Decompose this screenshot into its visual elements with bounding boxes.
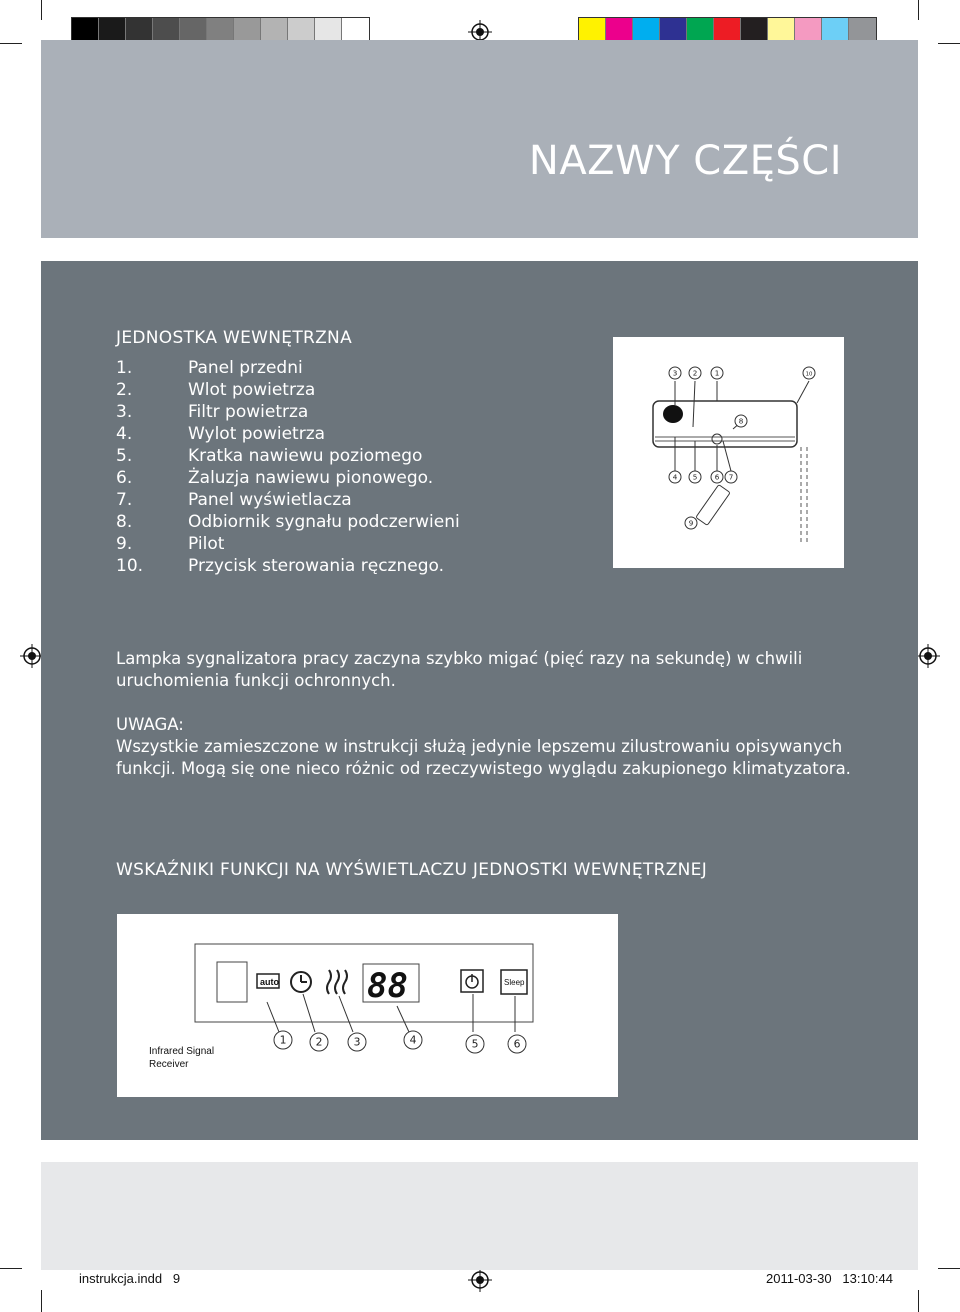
list-item-label: Żaluzja nawiewu pionowego. xyxy=(188,468,434,488)
callout-number: 2 xyxy=(692,368,698,378)
list-item-label: Filtr powietrza xyxy=(188,402,309,422)
list-item xyxy=(116,379,460,401)
auto-label: auto xyxy=(260,977,279,987)
list-item-label: Panel przedni xyxy=(188,358,303,378)
callout-number: 1 xyxy=(279,1033,287,1047)
indoor-unit-diagram xyxy=(613,337,844,568)
list-item-number: 2. xyxy=(116,380,133,400)
callout-number: 9 xyxy=(688,518,694,528)
list-item-label: Przycisk sterowania ręcznego. xyxy=(188,556,444,576)
temperature-digits: 88 xyxy=(367,966,408,1006)
list-item-number: 1. xyxy=(116,358,133,378)
list-item-label: Pilot xyxy=(188,534,225,554)
sleep-label: Sleep xyxy=(504,978,525,987)
list-item xyxy=(116,423,460,445)
list-item-label: Kratka nawiewu poziomego xyxy=(188,446,423,466)
callout-number: 3 xyxy=(353,1035,361,1049)
list-item xyxy=(116,489,460,511)
crop-mark xyxy=(41,0,42,20)
list-item-number: 8. xyxy=(116,512,133,532)
crop-mark xyxy=(0,43,22,44)
list-item-label: Odbiornik sygnału podczerwieni xyxy=(188,512,460,532)
page-title: NAZWY CZĘŚCI xyxy=(528,138,842,184)
footer-band xyxy=(41,1162,918,1270)
indoor-unit-heading: JEDNOSTKA WEWNĘTRZNA xyxy=(116,328,353,348)
callout-number: 5 xyxy=(471,1037,479,1051)
warning-text: Wszystkie zamieszczone w instrukcji służą jedynie lepszemu zilustrowaniu opisywanych funkcji. Mogą się one nieco różnic od rzeczywistego wyglądu zakupionego klimatyzatora. xyxy=(116,737,851,778)
list-item xyxy=(116,511,460,533)
list-item-label: Panel wyświetlacza xyxy=(188,490,352,510)
callout-number: 4 xyxy=(672,472,678,482)
list-item-number: 5. xyxy=(116,446,133,466)
footer-date: 2011-03-30 13:10:44 xyxy=(766,1271,893,1286)
list-item xyxy=(116,401,460,423)
lamp-note: Lampka sygnalizatora pracy zaczyna szybko migać (pięć razy na sekundę) w chwili uruchomienia funkcji ochronnych. xyxy=(116,649,803,690)
crop-mark xyxy=(918,0,919,20)
callout-number: 6 xyxy=(513,1037,521,1051)
list-item-number: 9. xyxy=(116,534,133,554)
list-item-number: 3. xyxy=(116,402,133,422)
registration-mark-icon xyxy=(916,644,940,668)
list-item xyxy=(116,357,460,379)
receiver-label-1: Infrared Signal xyxy=(149,1046,215,1057)
callout-number: 1 xyxy=(714,368,720,378)
crop-mark xyxy=(918,1290,919,1312)
callout-number: 6 xyxy=(714,472,720,482)
list-item-number: 7. xyxy=(116,490,133,510)
crop-mark xyxy=(41,1290,42,1312)
list-item-label: Wylot powietrza xyxy=(188,424,326,444)
list-item-number: 4. xyxy=(116,424,133,444)
callout-number: 3 xyxy=(672,368,678,378)
warning-label: UWAGA: xyxy=(116,715,184,734)
list-item-number: 10. xyxy=(116,556,144,576)
indoor-unit-drawing xyxy=(613,337,844,568)
callout-number: 2 xyxy=(315,1035,323,1049)
list-item xyxy=(116,445,460,467)
list-item-label: Wlot powietrza xyxy=(188,380,316,400)
callout-number: 4 xyxy=(409,1033,417,1047)
list-item xyxy=(116,467,460,489)
list-item-number: 6. xyxy=(116,468,133,488)
parts-list xyxy=(116,357,460,577)
display-heading: WSKAŹNIKI FUNKCJI NA WYŚWIETLACZU JEDNOSTKI WEWNĘTRZNEJ xyxy=(116,860,708,880)
callout-number: 10 xyxy=(805,371,813,378)
receiver-label-2: Receiver xyxy=(149,1059,189,1070)
receiver-window xyxy=(217,962,247,1002)
list-item xyxy=(116,555,460,577)
list-item xyxy=(116,533,460,555)
registration-mark-icon xyxy=(468,1268,492,1292)
callout-number: 7 xyxy=(728,472,734,482)
callout-number: 5 xyxy=(692,472,698,482)
crop-mark xyxy=(938,43,960,44)
crop-mark xyxy=(938,1268,960,1269)
display-panel-diagram xyxy=(117,914,618,1097)
footer-file: instrukcja.indd 9 xyxy=(79,1271,181,1286)
crop-mark xyxy=(0,1268,22,1269)
callout-number: 8 xyxy=(738,416,744,426)
